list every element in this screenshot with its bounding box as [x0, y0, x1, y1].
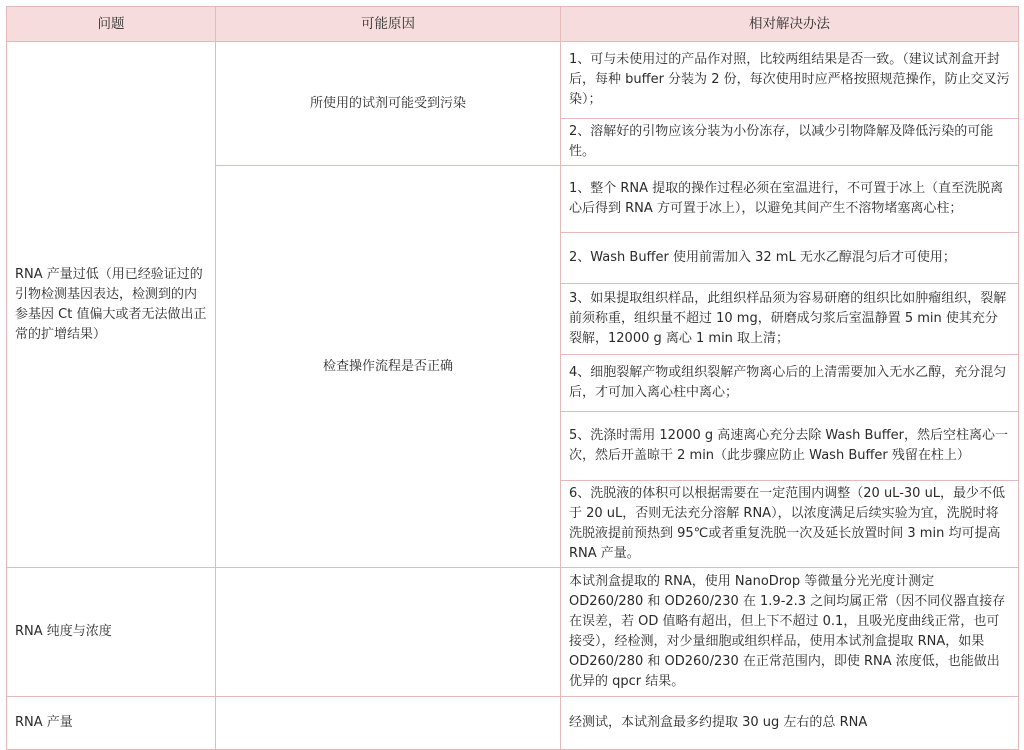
header-cause: 可能原因 — [216, 7, 561, 42]
table-row — [7, 568, 1019, 697]
cause-procedure: 检查操作流程是否正确 — [216, 166, 561, 568]
cause-purity — [216, 568, 561, 697]
header-solution: 相对解决办法 — [561, 7, 1019, 42]
problem-low-yield: RNA 产量过低（用已经验证过的引物检测基因表达，检测到的内参基因 Ct 值偏大或者无法做出正常的扩增结果） — [7, 42, 216, 568]
solution-b3: 3、如果提取组织样品，此组织样品须为容易研磨的组织比如肿瘤组织，裂解前须称重，组织量不超过 10 mg，研磨成匀浆后室温静置 5 min 使其充分裂解，12000 g 离心 1 min 取上清； — [561, 284, 1019, 355]
solution-b6: 6、洗脱液的体积可以根据需要在一定范围内调整（20 uL-30 uL，最少不低于 20 uL，否则无法充分溶解 RNA），以浓度满足后续实验为宜，洗脱时将洗脱液提前预热到 95℃或者重复洗脱一次及延长放置时间 3 min 均可提高 RNA 产量。 — [561, 481, 1019, 568]
solution-a2: 2、溶解好的引物应该分装为小份冻存，以减少引物降解及降低污染的可能性。 — [561, 119, 1019, 166]
solution-a1: 1、可与未使用过的产品作对照，比较两组结果是否一致。（建议试剂盒开封后，每种 buffer 分装为 2 份，每次使用时应严格按照规范操作，防止交叉污染）； — [561, 42, 1019, 119]
cause-contamination: 所使用的试剂可能受到污染 — [216, 42, 561, 166]
troubleshooting-table — [6, 6, 1019, 750]
solution-b2: 2、Wash Buffer 使用前需加入 32 mL 无水乙醇混匀后才可使用； — [561, 233, 1019, 284]
problem-purity: RNA 纯度与浓度 — [7, 568, 216, 697]
problem-yield: RNA 产量 — [7, 697, 216, 750]
solution-b5: 5、洗涤时需用 12000 g 高速离心充分去除 Wash Buffer，然后空柱离心一次，然后开盖晾干 2 min（此步骤应防止 Wash Buffer 残留在柱上） — [561, 412, 1019, 481]
solution-b4: 4、细胞裂解产物或组织裂解产物离心后的上清需要加入无水乙醇，充分混匀后，才可加入离心柱中离心； — [561, 355, 1019, 412]
header-row — [7, 7, 1019, 42]
cause-yield — [216, 697, 561, 750]
table-row — [7, 697, 1019, 750]
solution-b1: 1、整个 RNA 提取的操作过程必须在室温进行，不可置于冰上（直至洗脱离心后得到 RNA 方可置于冰上），以避免其间产生不溶物堵塞离心柱； — [561, 166, 1019, 233]
header-problem: 问题 — [7, 7, 216, 42]
solution-yield: 经测试，本试剂盒最多约提取 30 ug 左右的总 RNA — [561, 697, 1019, 750]
table-row — [7, 42, 1019, 119]
solution-purity: 本试剂盒提取的 RNA，使用 NanoDrop 等微量分光光度计测定 OD260/280 和 OD260/230 在 1.9-2.3 之间均属正常（因不同仪器直接存在误差，若 OD 值略有超出，但上下不超过 0.1，且吸光度曲线正常，也可接受），经检测，对少量细胞或组织样品，使用本试剂盒提取 RNA，如果 OD260/280 和 OD260/230 在正常范围内，即使 RNA 浓度低，也能做出优异的 qpcr 结果。 — [561, 568, 1019, 697]
